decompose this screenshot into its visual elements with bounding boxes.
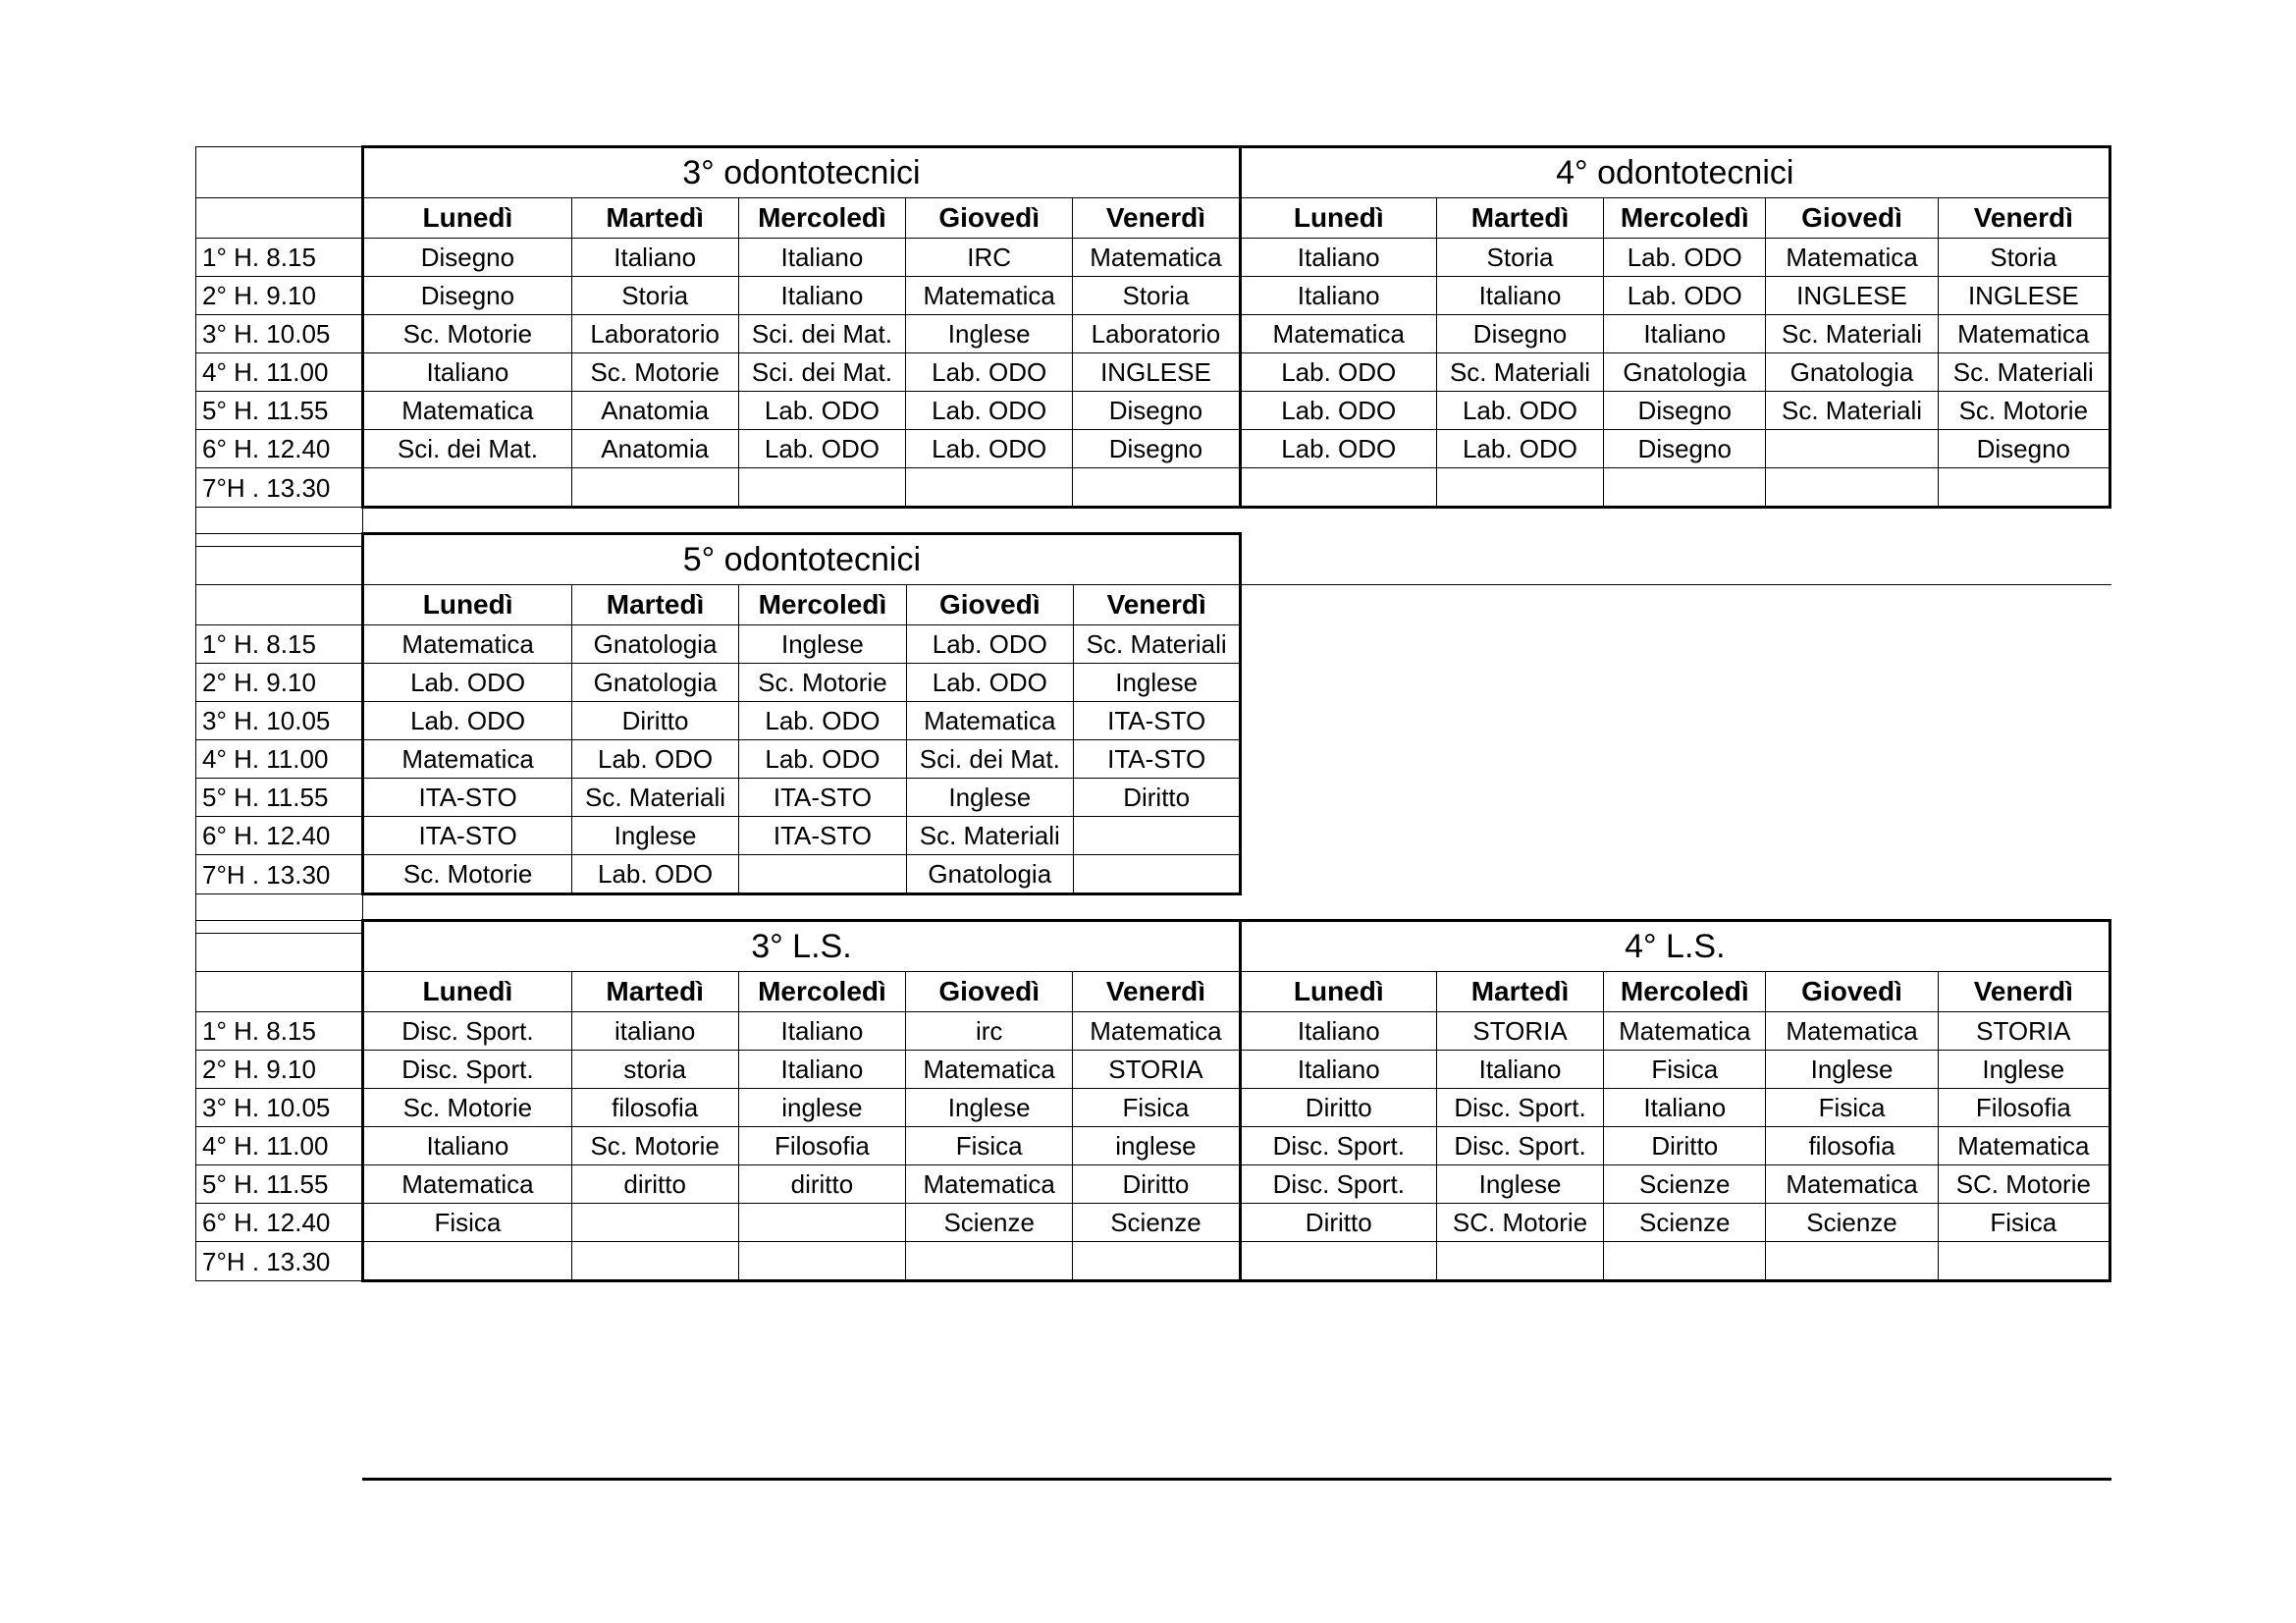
lesson-cell: Scienze [1073, 1204, 1240, 1242]
lesson-cell: Disc. Sport. [363, 1051, 571, 1089]
lesson-cell: SC. Motorie [1436, 1204, 1603, 1242]
lesson-cell [1073, 1242, 1240, 1281]
lesson-cell: diritto [738, 1165, 905, 1204]
lesson-cell: Lab. ODO [1240, 430, 1436, 468]
schedule-row [196, 1204, 2110, 1242]
time-slot: 7°H . 13.30 [196, 1242, 363, 1281]
time-slot: 4° H. 11.00 [196, 740, 363, 779]
lesson-cell: Italiano [738, 239, 905, 277]
lesson-cell [738, 1242, 905, 1281]
lesson-cell: Fisica [1604, 1051, 1766, 1089]
schedule-row [196, 239, 2110, 277]
lesson-cell [1938, 1242, 2109, 1281]
day-header-row [196, 585, 2112, 625]
lesson-cell: Storia [1073, 277, 1240, 315]
lesson-cell: Diritto [1240, 1204, 1436, 1242]
lesson-cell [571, 1204, 738, 1242]
lesson-cell: Diritto [571, 702, 738, 740]
time-slot: 4° H. 11.00 [196, 1127, 363, 1165]
lesson-cell: Inglese [906, 779, 1073, 817]
lesson-cell: Matematica [1938, 1127, 2109, 1165]
lesson-cell: Inglese [1766, 1051, 1938, 1089]
lesson-cell: Matematica [1766, 1165, 1938, 1204]
lesson-cell: Scienze [906, 1204, 1073, 1242]
lesson-cell: Inglese [1436, 1165, 1603, 1204]
lesson-cell: Italiano [1436, 277, 1603, 315]
time-slot: 3° H. 10.05 [196, 702, 363, 740]
lesson-cell: Sc. Materiali [1766, 315, 1938, 353]
lesson-cell [571, 1242, 738, 1281]
lesson-cell: Sc. Motorie [571, 1127, 738, 1165]
lesson-cell: Matematica [1604, 1012, 1766, 1051]
lesson-cell [1604, 468, 1766, 508]
lesson-cell: Lab. ODO [1240, 392, 1436, 430]
day-header: Giovedì [1766, 972, 1938, 1012]
lesson-cell: Lab. ODO [1240, 353, 1436, 392]
day-header: Martedì [571, 585, 738, 625]
schedule-row [196, 855, 2112, 894]
lesson-cell: Gnatologia [571, 625, 738, 664]
lesson-cell: Filosofia [738, 1127, 905, 1165]
lesson-cell [1436, 1242, 1603, 1281]
lesson-cell: inglese [738, 1089, 905, 1127]
lesson-cell: Sc. Motorie [571, 353, 738, 392]
lesson-cell: Matematica [1240, 315, 1436, 353]
timetable-liceo-sportivo [195, 919, 2111, 1282]
lesson-cell: ITA-STO [1073, 740, 1240, 779]
title-row [196, 147, 2110, 198]
lesson-cell: Gnatologia [906, 855, 1073, 894]
lesson-cell [1766, 468, 1938, 508]
lesson-cell: Sc. Materiali [571, 779, 738, 817]
class-title: 3° odontotecnici [363, 147, 1240, 198]
day-header: Lunedì [363, 198, 571, 239]
lesson-cell [1240, 468, 1436, 508]
time-slot: 6° H. 12.40 [196, 430, 363, 468]
schedule-row [196, 817, 2112, 855]
lesson-cell: Sc. Motorie [363, 1089, 571, 1127]
lesson-cell: INGLESE [1938, 277, 2109, 315]
class-title: 4° L.S. [1240, 921, 2109, 972]
lesson-cell: Filosofia [1938, 1089, 2109, 1127]
lesson-cell: Diritto [1604, 1127, 1766, 1165]
corner-cell [196, 972, 363, 1012]
lesson-cell [1436, 468, 1603, 508]
title-row [196, 534, 2112, 585]
lesson-cell: irc [906, 1012, 1073, 1051]
lesson-cell: Italiano [1604, 1089, 1766, 1127]
lesson-cell [1938, 468, 2109, 508]
lesson-cell: Disegno [363, 277, 571, 315]
day-header: Martedì [1436, 198, 1603, 239]
lesson-cell: Disegno [1073, 430, 1240, 468]
lesson-cell: Sci. dei Mat. [906, 740, 1073, 779]
schedule-row [196, 430, 2110, 468]
lesson-cell: Disegno [1938, 430, 2109, 468]
lesson-cell: Diritto [1240, 1089, 1436, 1127]
lesson-cell: Lab. ODO [906, 353, 1073, 392]
empty-area [1241, 702, 2111, 740]
day-header: Martedì [1436, 972, 1603, 1012]
day-header: Lunedì [363, 585, 571, 625]
lesson-cell: diritto [571, 1165, 738, 1204]
empty-area [1241, 855, 2111, 894]
lesson-cell: Italiano [1604, 315, 1766, 353]
lesson-cell: Sc. Materiali [1938, 353, 2109, 392]
lesson-cell: Lab. ODO [1436, 430, 1603, 468]
schedule-row [196, 740, 2112, 779]
lesson-cell: ITA-STO [739, 817, 906, 855]
lesson-cell: Scienze [1766, 1204, 1938, 1242]
lesson-cell: STORIA [1436, 1012, 1603, 1051]
lesson-cell: ITA-STO [363, 817, 571, 855]
schedule-row [196, 353, 2110, 392]
lesson-cell: Gnatologia [1604, 353, 1766, 392]
lesson-cell: Fisica [906, 1127, 1073, 1165]
time-slot: 2° H. 9.10 [196, 664, 363, 702]
time-slot: 2° H. 9.10 [196, 277, 363, 315]
lesson-cell: filosofia [571, 1089, 738, 1127]
day-header: Giovedì [906, 585, 1073, 625]
lesson-cell: ITA-STO [1073, 702, 1240, 740]
lesson-cell: Italiano [738, 1012, 905, 1051]
lesson-cell: Sci. dei Mat. [738, 315, 905, 353]
lesson-cell: Italiano [363, 353, 571, 392]
lesson-cell [738, 468, 905, 508]
time-slot: 5° H. 11.55 [196, 392, 363, 430]
day-header: Venerdì [1938, 198, 2109, 239]
time-slot: 2° H. 9.10 [196, 1051, 363, 1089]
lesson-cell: Italiano [1436, 1051, 1603, 1089]
day-header: Giovedì [906, 198, 1073, 239]
lesson-cell: Lab. ODO [739, 702, 906, 740]
lesson-cell: Disegno [1604, 430, 1766, 468]
lesson-cell [1604, 1242, 1766, 1281]
lesson-cell: Sc. Motorie [1938, 392, 2109, 430]
lesson-cell: Matematica [1766, 1012, 1938, 1051]
lesson-cell: Disc. Sport. [1240, 1165, 1436, 1204]
day-header: Venerdì [1073, 972, 1240, 1012]
lesson-cell [1073, 468, 1240, 508]
lesson-cell: Sc. Materiali [1766, 392, 1938, 430]
day-header: Giovedì [906, 972, 1073, 1012]
lesson-cell: Disc. Sport. [1436, 1089, 1603, 1127]
lesson-cell: ITA-STO [363, 779, 571, 817]
lesson-cell: Disegno [1436, 315, 1603, 353]
lesson-cell: Sci. dei Mat. [738, 353, 905, 392]
lesson-cell: Italiano [738, 1051, 905, 1089]
lesson-cell: STORIA [1073, 1051, 1240, 1089]
lesson-cell: Lab. ODO [363, 702, 571, 740]
timetable-odontotecnici-5 [195, 532, 2111, 934]
lesson-cell: Matematica [906, 1165, 1073, 1204]
lesson-cell: Matematica [363, 625, 571, 664]
lesson-cell: Disc. Sport. [1240, 1127, 1436, 1165]
lesson-cell: storia [571, 1051, 738, 1089]
lesson-cell: Lab. ODO [571, 855, 738, 894]
time-slot: 1° H. 8.15 [196, 1012, 363, 1051]
day-header: Mercoledì [738, 972, 905, 1012]
lesson-cell: Laboratorio [1073, 315, 1240, 353]
schedule-row [196, 1012, 2110, 1051]
empty-area [1241, 779, 2111, 817]
lesson-cell: Inglese [906, 315, 1073, 353]
lesson-cell [739, 855, 906, 894]
time-slot: 1° H. 8.15 [196, 625, 363, 664]
lesson-cell: Italiano [738, 277, 905, 315]
lesson-cell: IRC [906, 239, 1073, 277]
lesson-cell: Sc. Materiali [906, 817, 1073, 855]
lesson-cell: Italiano [571, 239, 738, 277]
title-row [196, 921, 2110, 972]
lesson-cell: Italiano [1240, 239, 1436, 277]
lesson-cell: Fisica [1938, 1204, 2109, 1242]
lesson-cell: Italiano [1240, 1051, 1436, 1089]
lesson-cell: filosofia [1766, 1127, 1938, 1165]
empty-area [1241, 817, 2111, 855]
lesson-cell: Lab. ODO [906, 392, 1073, 430]
schedule-row [196, 277, 2110, 315]
lesson-cell: Sc. Motorie [363, 315, 571, 353]
lesson-cell: Laboratorio [571, 315, 738, 353]
day-header: Lunedì [1240, 198, 1436, 239]
lesson-cell: Lab. ODO [906, 430, 1073, 468]
lesson-cell: Italiano [1240, 1012, 1436, 1051]
schedule-row [196, 1165, 2110, 1204]
lesson-cell [738, 1204, 905, 1242]
lesson-cell: Fisica [1766, 1089, 1938, 1127]
class-title: 4° odontotecnici [1240, 147, 2109, 198]
schedule-row [196, 702, 2112, 740]
lesson-cell: Disc. Sport. [363, 1012, 571, 1051]
time-slot: 5° H. 11.55 [196, 1165, 363, 1204]
lesson-cell: Matematica [1073, 239, 1240, 277]
lesson-cell: Lab. ODO [571, 740, 738, 779]
corner-cell [196, 585, 363, 625]
lesson-cell: Inglese [906, 1089, 1073, 1127]
lesson-cell [906, 468, 1073, 508]
lesson-cell [571, 468, 738, 508]
time-slot: 5° H. 11.55 [196, 779, 363, 817]
empty-area [1241, 585, 2111, 625]
lesson-cell: Gnatologia [571, 664, 738, 702]
day-header: Mercoledì [738, 198, 905, 239]
time-slot: 1° H. 8.15 [196, 239, 363, 277]
schedule-row [196, 1051, 2110, 1089]
lesson-cell: Diritto [1073, 779, 1240, 817]
lesson-cell [1240, 1242, 1436, 1281]
lesson-cell: Diritto [1073, 1165, 1240, 1204]
lesson-cell: inglese [1073, 1127, 1240, 1165]
lesson-cell: Matematica [906, 277, 1073, 315]
lesson-cell: Lab. ODO [739, 740, 906, 779]
lesson-cell: Scienze [1604, 1165, 1766, 1204]
corner-cell [196, 198, 363, 239]
lesson-cell: Matematica [1938, 315, 2109, 353]
time-slot: 3° H. 10.05 [196, 315, 363, 353]
footer-rule [362, 1478, 2111, 1481]
day-header: Martedì [571, 198, 738, 239]
lesson-cell: Matematica [906, 1051, 1073, 1089]
lesson-cell: Anatomia [571, 430, 738, 468]
lesson-cell: Gnatologia [1766, 353, 1938, 392]
corner-cell [196, 147, 363, 198]
schedule-row [196, 779, 2112, 817]
lesson-cell: Matematica [1073, 1012, 1240, 1051]
day-header: Venerdì [1073, 198, 1240, 239]
lesson-cell: SC. Motorie [1938, 1165, 2109, 1204]
day-header: Venerdì [1938, 972, 2109, 1012]
lesson-cell: Matematica [363, 392, 571, 430]
lesson-cell: Lab. ODO [1604, 277, 1766, 315]
lesson-cell: Inglese [1938, 1051, 2109, 1089]
time-slot: 3° H. 10.05 [196, 1089, 363, 1127]
lesson-cell: Disegno [1073, 392, 1240, 430]
lesson-cell: Matematica [906, 702, 1073, 740]
day-header: Mercoledì [1604, 972, 1766, 1012]
lesson-cell: STORIA [1938, 1012, 2109, 1051]
lesson-cell: Matematica [363, 1165, 571, 1204]
lesson-cell: Sc. Motorie [363, 855, 571, 894]
lesson-cell: Disc. Sport. [1436, 1127, 1603, 1165]
lesson-cell [1073, 855, 1240, 894]
day-header: Lunedì [363, 972, 571, 1012]
lesson-cell: Lab. ODO [1436, 392, 1603, 430]
lesson-cell: Inglese [571, 817, 738, 855]
lesson-cell: italiano [571, 1012, 738, 1051]
lesson-cell [1073, 817, 1240, 855]
time-slot: 6° H. 12.40 [196, 1204, 363, 1242]
lesson-cell: INGLESE [1073, 353, 1240, 392]
lesson-cell: Scienze [1604, 1204, 1766, 1242]
day-header: Mercoledì [739, 585, 906, 625]
lesson-cell: Fisica [1073, 1089, 1240, 1127]
day-header: Venerdì [1073, 585, 1240, 625]
lesson-cell: INGLESE [1766, 277, 1938, 315]
schedule-row [196, 392, 2110, 430]
schedule-row [196, 664, 2112, 702]
lesson-cell [363, 468, 571, 508]
day-header: Giovedì [1766, 198, 1938, 239]
time-slot: 7°H . 13.30 [196, 468, 363, 508]
day-header-row [196, 972, 2110, 1012]
schedule-row [196, 468, 2110, 508]
class-title: 5° odontotecnici [363, 534, 1241, 585]
day-header: Lunedì [1240, 972, 1436, 1012]
empty-area [1241, 625, 2111, 664]
time-slot: 6° H. 12.40 [196, 817, 363, 855]
schedule-row [196, 625, 2112, 664]
lesson-cell: Disegno [1604, 392, 1766, 430]
schedule-row [196, 1242, 2110, 1281]
lesson-cell: Matematica [363, 740, 571, 779]
lesson-cell: Inglese [1073, 664, 1240, 702]
lesson-cell: Lab. ODO [1604, 239, 1766, 277]
lesson-cell [363, 1242, 571, 1281]
lesson-cell: Lab. ODO [738, 430, 905, 468]
lesson-cell: ITA-STO [739, 779, 906, 817]
schedule-row [196, 1127, 2110, 1165]
time-slot: 4° H. 11.00 [196, 353, 363, 392]
lesson-cell: Italiano [363, 1127, 571, 1165]
lesson-cell: Sci. dei Mat. [363, 430, 571, 468]
lesson-cell: Fisica [363, 1204, 571, 1242]
lesson-cell: Sc. Motorie [739, 664, 906, 702]
lesson-cell: Lab. ODO [906, 625, 1073, 664]
lesson-cell: Disegno [363, 239, 571, 277]
lesson-cell [1766, 1242, 1938, 1281]
empty-area [1241, 740, 2111, 779]
corner-cell [196, 921, 363, 972]
lesson-cell: Lab. ODO [906, 664, 1073, 702]
day-header: Martedì [571, 972, 738, 1012]
lesson-cell [906, 1242, 1073, 1281]
class-title: 3° L.S. [363, 921, 1240, 972]
timetable-odontotecnici-3-4 [195, 145, 2111, 547]
schedule-row [196, 315, 2110, 353]
lesson-cell: Sc. Materiali [1073, 625, 1240, 664]
lesson-cell: Italiano [1240, 277, 1436, 315]
day-header: Mercoledì [1604, 198, 1766, 239]
lesson-cell [1766, 430, 1938, 468]
lesson-cell: Lab. ODO [738, 392, 905, 430]
lesson-cell: Storia [571, 277, 738, 315]
schedule-row [196, 1089, 2110, 1127]
lesson-cell: Sc. Materiali [1436, 353, 1603, 392]
empty-area [1241, 534, 2111, 585]
corner-cell [196, 534, 363, 585]
lesson-cell: Anatomia [571, 392, 738, 430]
lesson-cell: Storia [1938, 239, 2109, 277]
lesson-cell: Matematica [1766, 239, 1938, 277]
empty-area [1241, 664, 2111, 702]
lesson-cell: Inglese [739, 625, 906, 664]
lesson-cell: Lab. ODO [363, 664, 571, 702]
day-header-row [196, 198, 2110, 239]
lesson-cell: Storia [1436, 239, 1603, 277]
time-slot: 7°H . 13.30 [196, 855, 363, 894]
